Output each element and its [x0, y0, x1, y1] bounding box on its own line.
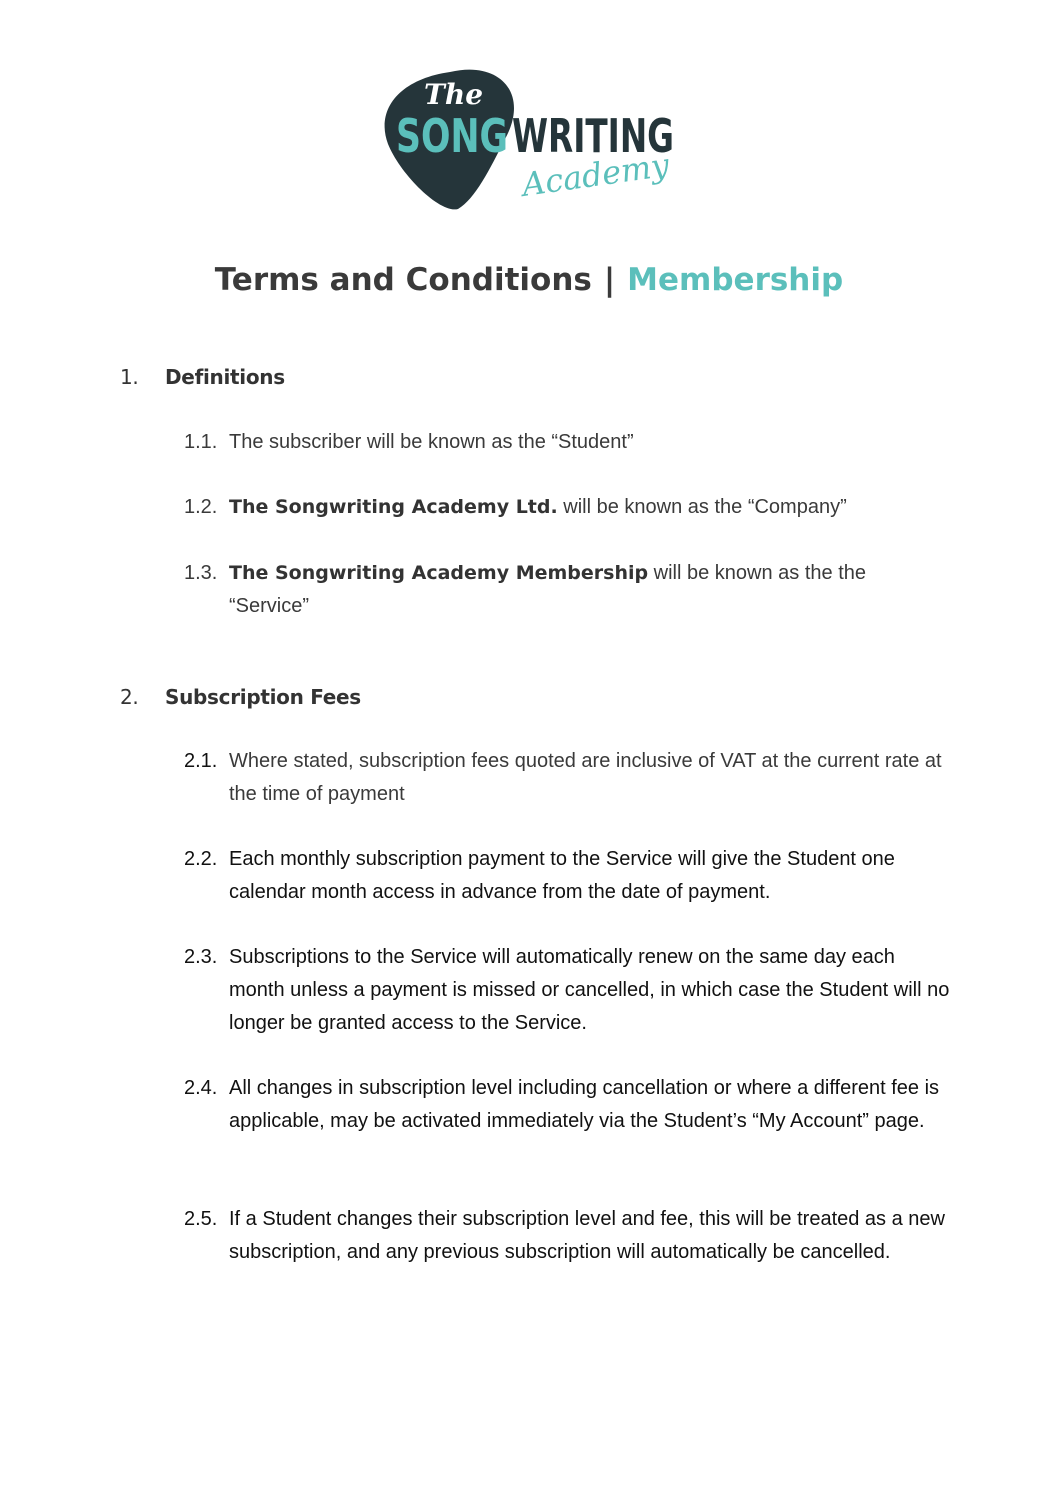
logo-song: SONG [396, 109, 508, 163]
songwriting-academy-logo [380, 64, 680, 214]
section-title: Subscription Fees [165, 685, 361, 709]
item-number: 2.1. [184, 750, 218, 772]
logo-academy: Academy [519, 145, 672, 204]
item-text: Where stated, subscription fees quoted are inclusive of VAT at the current rate at the time of payment [229, 750, 942, 805]
section-number: 1. [120, 365, 139, 389]
list-item [184, 1203, 974, 1269]
item-bold-text: The Songwriting Academy Membership [229, 562, 649, 584]
item-number: 1.3. [184, 562, 218, 584]
item-number: 1.1. [184, 431, 218, 453]
item-text: Subscriptions to the Service will automatically renew on the same day each month unless a payment is missed or cancelled, in which case the Student will no longer be granted access to the Service. [229, 946, 950, 1034]
title-separator: | [603, 262, 616, 298]
logo-the: The [424, 78, 484, 111]
section-heading [120, 365, 285, 389]
title-accent: Membership [627, 262, 844, 298]
item-text: If a Student changes their subscription level and fee, this will be treated as a new subscription, and any previous subscription will automatically be cancelled. [229, 1208, 945, 1263]
item-number: 2.2. [184, 848, 218, 870]
item-text: All changes in subscription level including cancellation or where a different fee is applicable, may be activated immediately via the Student’s “My Account” page. [229, 1077, 940, 1132]
item-bold-text: The Songwriting Academy Ltd. [229, 496, 558, 518]
section-number: 2. [120, 685, 139, 709]
logo-writing: WRITING [512, 109, 674, 163]
list-item [184, 557, 904, 623]
item-text: will be known as the the “Service” [229, 562, 867, 617]
section-heading [120, 685, 361, 709]
title-main: Terms and Conditions [214, 262, 592, 298]
page-title [0, 262, 1058, 298]
item-text: will be known as the “Company” [557, 496, 847, 518]
list-item [184, 426, 974, 459]
item-text: The subscriber will be known as the “Student” [229, 431, 634, 453]
item-text: Each monthly subscription payment to the Service will give the Student one calendar month access in advance from the date of payment. [229, 848, 895, 903]
item-number: 2.4. [184, 1077, 218, 1099]
list-item [184, 941, 954, 1040]
list-item [184, 1072, 954, 1138]
list-item [184, 843, 964, 909]
section-title: Definitions [165, 365, 285, 389]
item-number: 2.3. [184, 946, 218, 968]
item-number: 1.2. [184, 496, 218, 518]
item-number: 2.5. [184, 1208, 218, 1230]
list-item [184, 491, 974, 524]
list-item [184, 745, 944, 811]
